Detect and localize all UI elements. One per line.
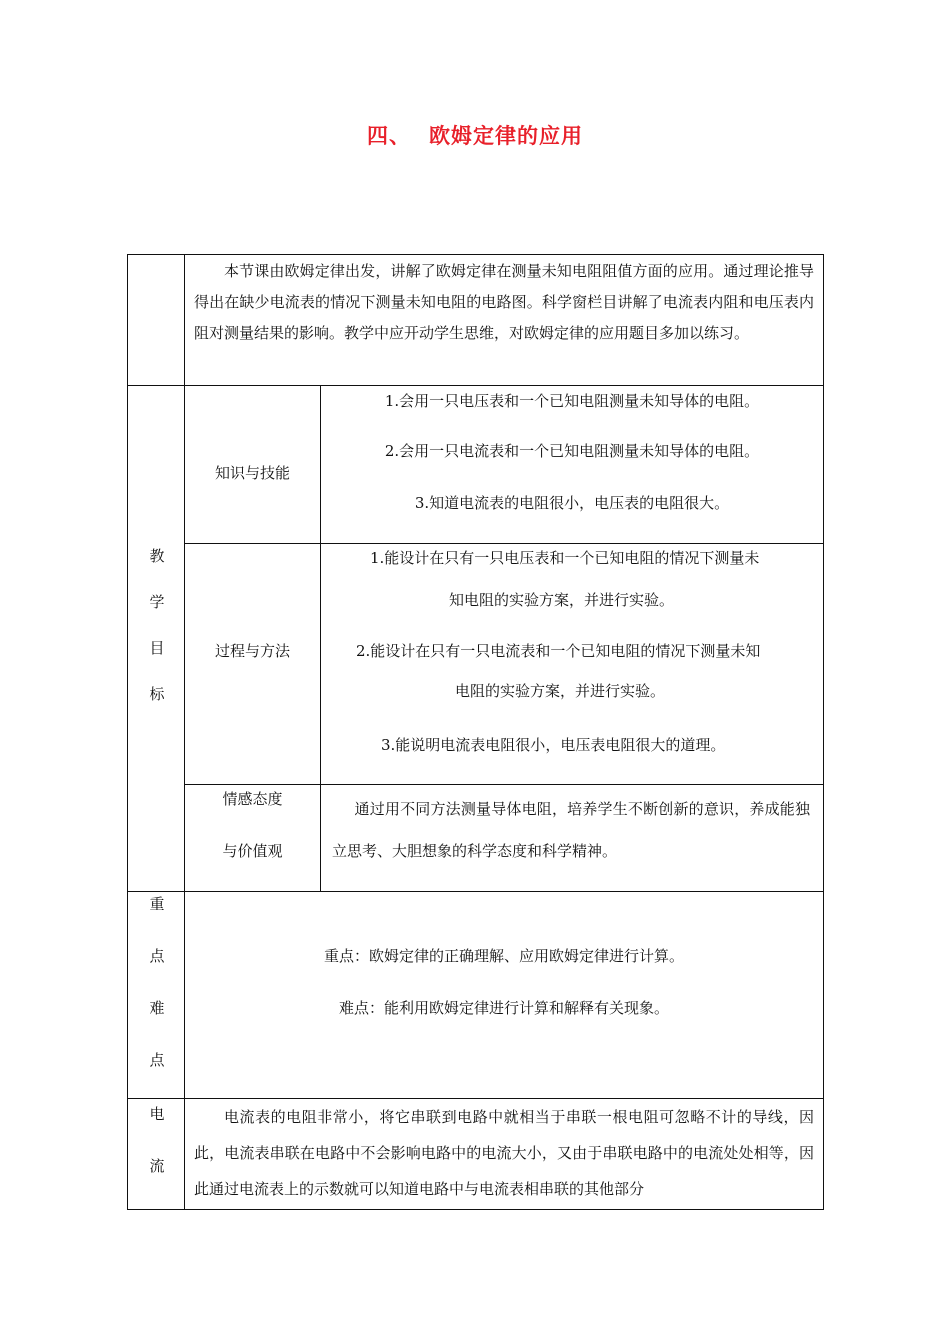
keypoint-difficult: 难点：能利用欧姆定律进行计算和解释有关现象。 [338,999,669,1017]
objectives-label-char: 目 [149,639,165,657]
ammeter-label-char: 电 [149,1105,165,1123]
knowledge-item-1: 1.会用一只电压表和一个已知电阻测量未知导体的电阻。 [384,392,760,410]
title-number: 四、 [367,123,411,148]
knowledge-item-3: 3.知道电流表的电阻很小，电压表的电阻很大。 [414,494,730,512]
keypoints-label [127,893,187,1101]
knowledge-item-2: 2.会用一只电流表和一个已知电阻测量未知导体的电阻。 [384,442,760,460]
process-label: 过程与方法 [214,642,290,660]
emotion-label-line2: 与价值观 [222,842,283,860]
keypoints-label-char: 难 [149,999,165,1017]
emotion-label-line1: 情感态度 [222,790,283,808]
ammeter-text: 电流表的电阻非常小，将它串联到电路中就相当于串联一根电阻可忽略不计的导线，因此，电流表串联在电路中不会影响电路中的电流大小，又由于串联电路中的电流处处相等，因此通过电流表上的示数就可以知道电路中与电流表相串联的其他部分 [194,1108,814,1198]
process-item-2-line2: 电阻的实验方案，并进行实验。 [455,682,666,700]
keypoint-key: 重点：欧姆定律的正确理解、应用欧姆定律进行计算。 [323,947,684,965]
objectives-label [127,545,187,729]
process-item-3: 3.能说明电流表电阻很小，电压表电阻很大的道理。 [381,736,726,754]
process-item-2-line1: 2.能设计在只有一只电流表和一个已知电阻的情况下测量未知 [356,642,761,660]
table-border-top [127,254,824,255]
process-item-1-line2: 知电阻的实验方案，并进行实验。 [449,591,675,609]
objectives-label-char: 学 [149,593,165,611]
knowledge-label: 知识与技能 [214,464,290,482]
ammeter-label-char: 流 [149,1157,165,1175]
title-text: 欧姆定律的应用 [429,123,583,148]
intro-text: 本节课由欧姆定律出发，讲解了欧姆定律在测量未知电阻阻值方面的应用。通过理论推导得出在缺少电流表的情况下测量未知电阻的电路图。科学窗栏目讲解了电流表内阻和电压表内阻对测量结果的影响。教学中应开动学生思维，对欧姆定律的应用题目多加以练习。 [194,262,814,342]
document-title [0,120,950,150]
keypoints-label-char: 点 [149,947,165,965]
table-border-right [823,254,824,1210]
objectives-label-char: 标 [149,685,165,703]
process-item-1-line1: 1.能设计在只有一只电压表和一个已知电阻的情况下测量未 [370,549,760,567]
keypoints-label-char: 点 [149,1051,165,1069]
objectives-label-char: 教 [149,547,165,565]
ammeter-label [127,1103,187,1207]
table-border-bottom [127,1209,824,1210]
keypoints-label-char: 重 [149,895,165,913]
row-divider-objectives [127,891,824,892]
emotion-text: 通过用不同方法测量导体电阻，培养学生不断创新的意识，养成能独立思考、大胆想象的科学态度和科学精神。 [332,800,810,860]
